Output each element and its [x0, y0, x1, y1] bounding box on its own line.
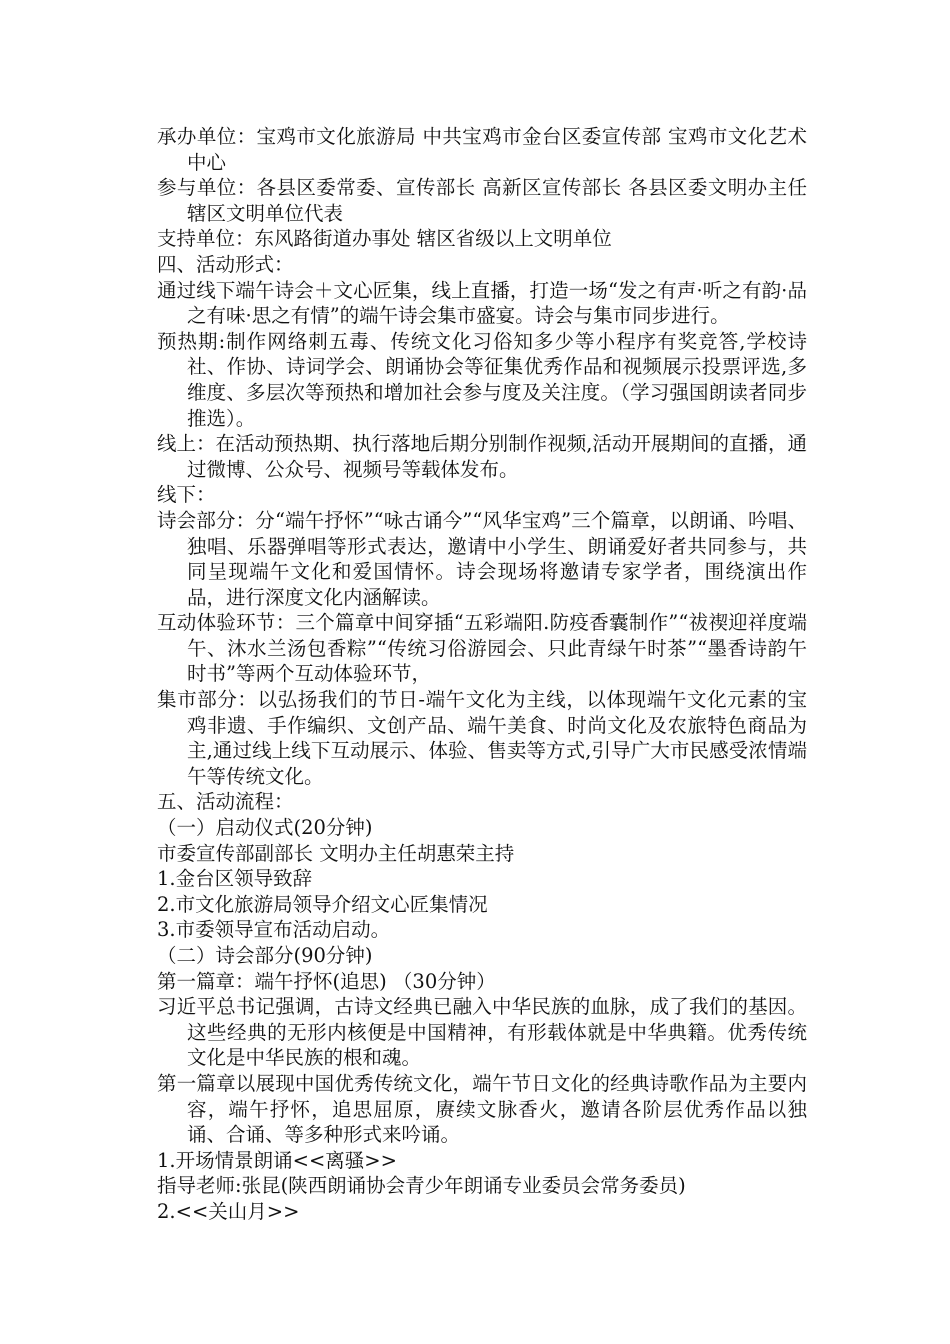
paragraph-activity-overview: 通过线下端午诗会＋文心匠集，线上直播，打造一场“发之有声·听之有韵·品之有味·思之有情”的端午诗会集市盛宴。诗会与集市同步进行。 — [157, 278, 807, 328]
paragraph-online: 线上：在活动预热期、执行落地后期分别制作视频,活动开展期间的直播，通过微博、公众号、视频号等载体发布。 — [157, 432, 807, 481]
paragraph-quote: 习近平总书记强调，古诗文经典已融入中华民族的血脉，成了我们的基因。这些经典的无形内核便是中国精神，有形载体就是中华典籍。优秀传统文化是中华民族的根和魂。 — [157, 995, 807, 1070]
participants-line: 参与单位：各县区委常委、宣传部长 高新区宣传部长 各县区委文明办主任 辖区文明单位代表 — [157, 176, 807, 225]
paragraph-poetry-part: 诗会部分：分“端午抒怀”“咏古诵今”“风华宝鸡”三个篇章，以朗诵、吟唱、独唱、乐器弹唱等形式表达，邀请中小学生、朗诵爱好者共同参与，共同呈现端午文化和爱国情怀。诗会现场将邀请专家学者，围绕演出作品，进行深度文化内涵解读。 — [157, 508, 807, 609]
line-host: 市委宣传部副部长 文明办主任胡惠荣主持 — [157, 841, 515, 865]
document-body — [157, 124, 807, 1225]
list-item-2: 2.市文化旅游局领导介绍文心匠集情况 — [157, 892, 488, 916]
program-instructor: 指导老师:张昆(陕西朗诵协会青少年朗诵专业委员会常务委员) — [157, 1174, 686, 1198]
organizer-line: 承办单位：宝鸡市文化旅游局 中共宝鸡市金台区委宣传部 宝鸡市文化艺术中心 — [157, 125, 807, 174]
subheading-launch-ceremony: （一）启动仪式(20分钟) — [157, 816, 373, 840]
paragraph-offline-heading: 线下： — [157, 483, 216, 507]
chapter-one-title: 第一篇章：端午抒怀(追思) （30分钟） — [157, 969, 496, 993]
program-item-1: 1.开场情景朗诵<<离骚>> — [157, 1148, 397, 1172]
list-item-3: 3.市委领导宣布活动启动。 — [157, 918, 391, 942]
section-heading-activity-form: 四、活动形式： — [157, 252, 294, 276]
program-item-2: 2.<<关山月>> — [157, 1199, 300, 1223]
paragraph-market-part: 集市部分：以弘扬我们的节日-端午文化为主线，以体现端午文化元素的宝鸡非遗、手作编织、文创产品、端午美食、时尚文化及农旅特色商品为主,通过线上线下互动展示、体验、售卖等方式,引导广大市民感受浓情端午等传统文化。 — [157, 688, 807, 788]
supporters-line: 支持单位：东风路街道办事处 辖区省级以上文明单位 — [157, 227, 612, 251]
list-item-1: 1.金台区领导致辞 — [157, 867, 313, 891]
subheading-poetry-part: （二）诗会部分(90分钟) — [157, 944, 373, 967]
section-heading-activity-flow: 五、活动流程： — [157, 790, 294, 814]
paragraph-warmup-period: 预热期:制作网络刺五毒、传统文化习俗知多少等小程序有奖竞答,学校诗社、作协、诗词学会、朗诵协会等征集优秀作品和视频展示投票评选,多维度、多层次等预热和增加社会参与度及关注度。（学习强国朗读者同步推选）。 — [157, 329, 807, 430]
paragraph-chapter-one-intro: 第一篇章以展现中国优秀传统文化，端午节日文化的经典诗歌作品为主要内容，端午抒怀，追思屈原，赓续文脉香火，邀请各阶层优秀作品以独诵、合诵、等多种形式来吟诵。 — [157, 1071, 807, 1147]
paragraph-interactive-part: 互动体验环节：三个篇章中间穿插“五彩端阳.防疫香囊制作”“祓禊迎祥度端午、沐水兰汤包香粽”“传统习俗游园会、只此青绿午时茶”“墨香诗韵午时书”等两个互动体验环节， — [157, 611, 807, 686]
